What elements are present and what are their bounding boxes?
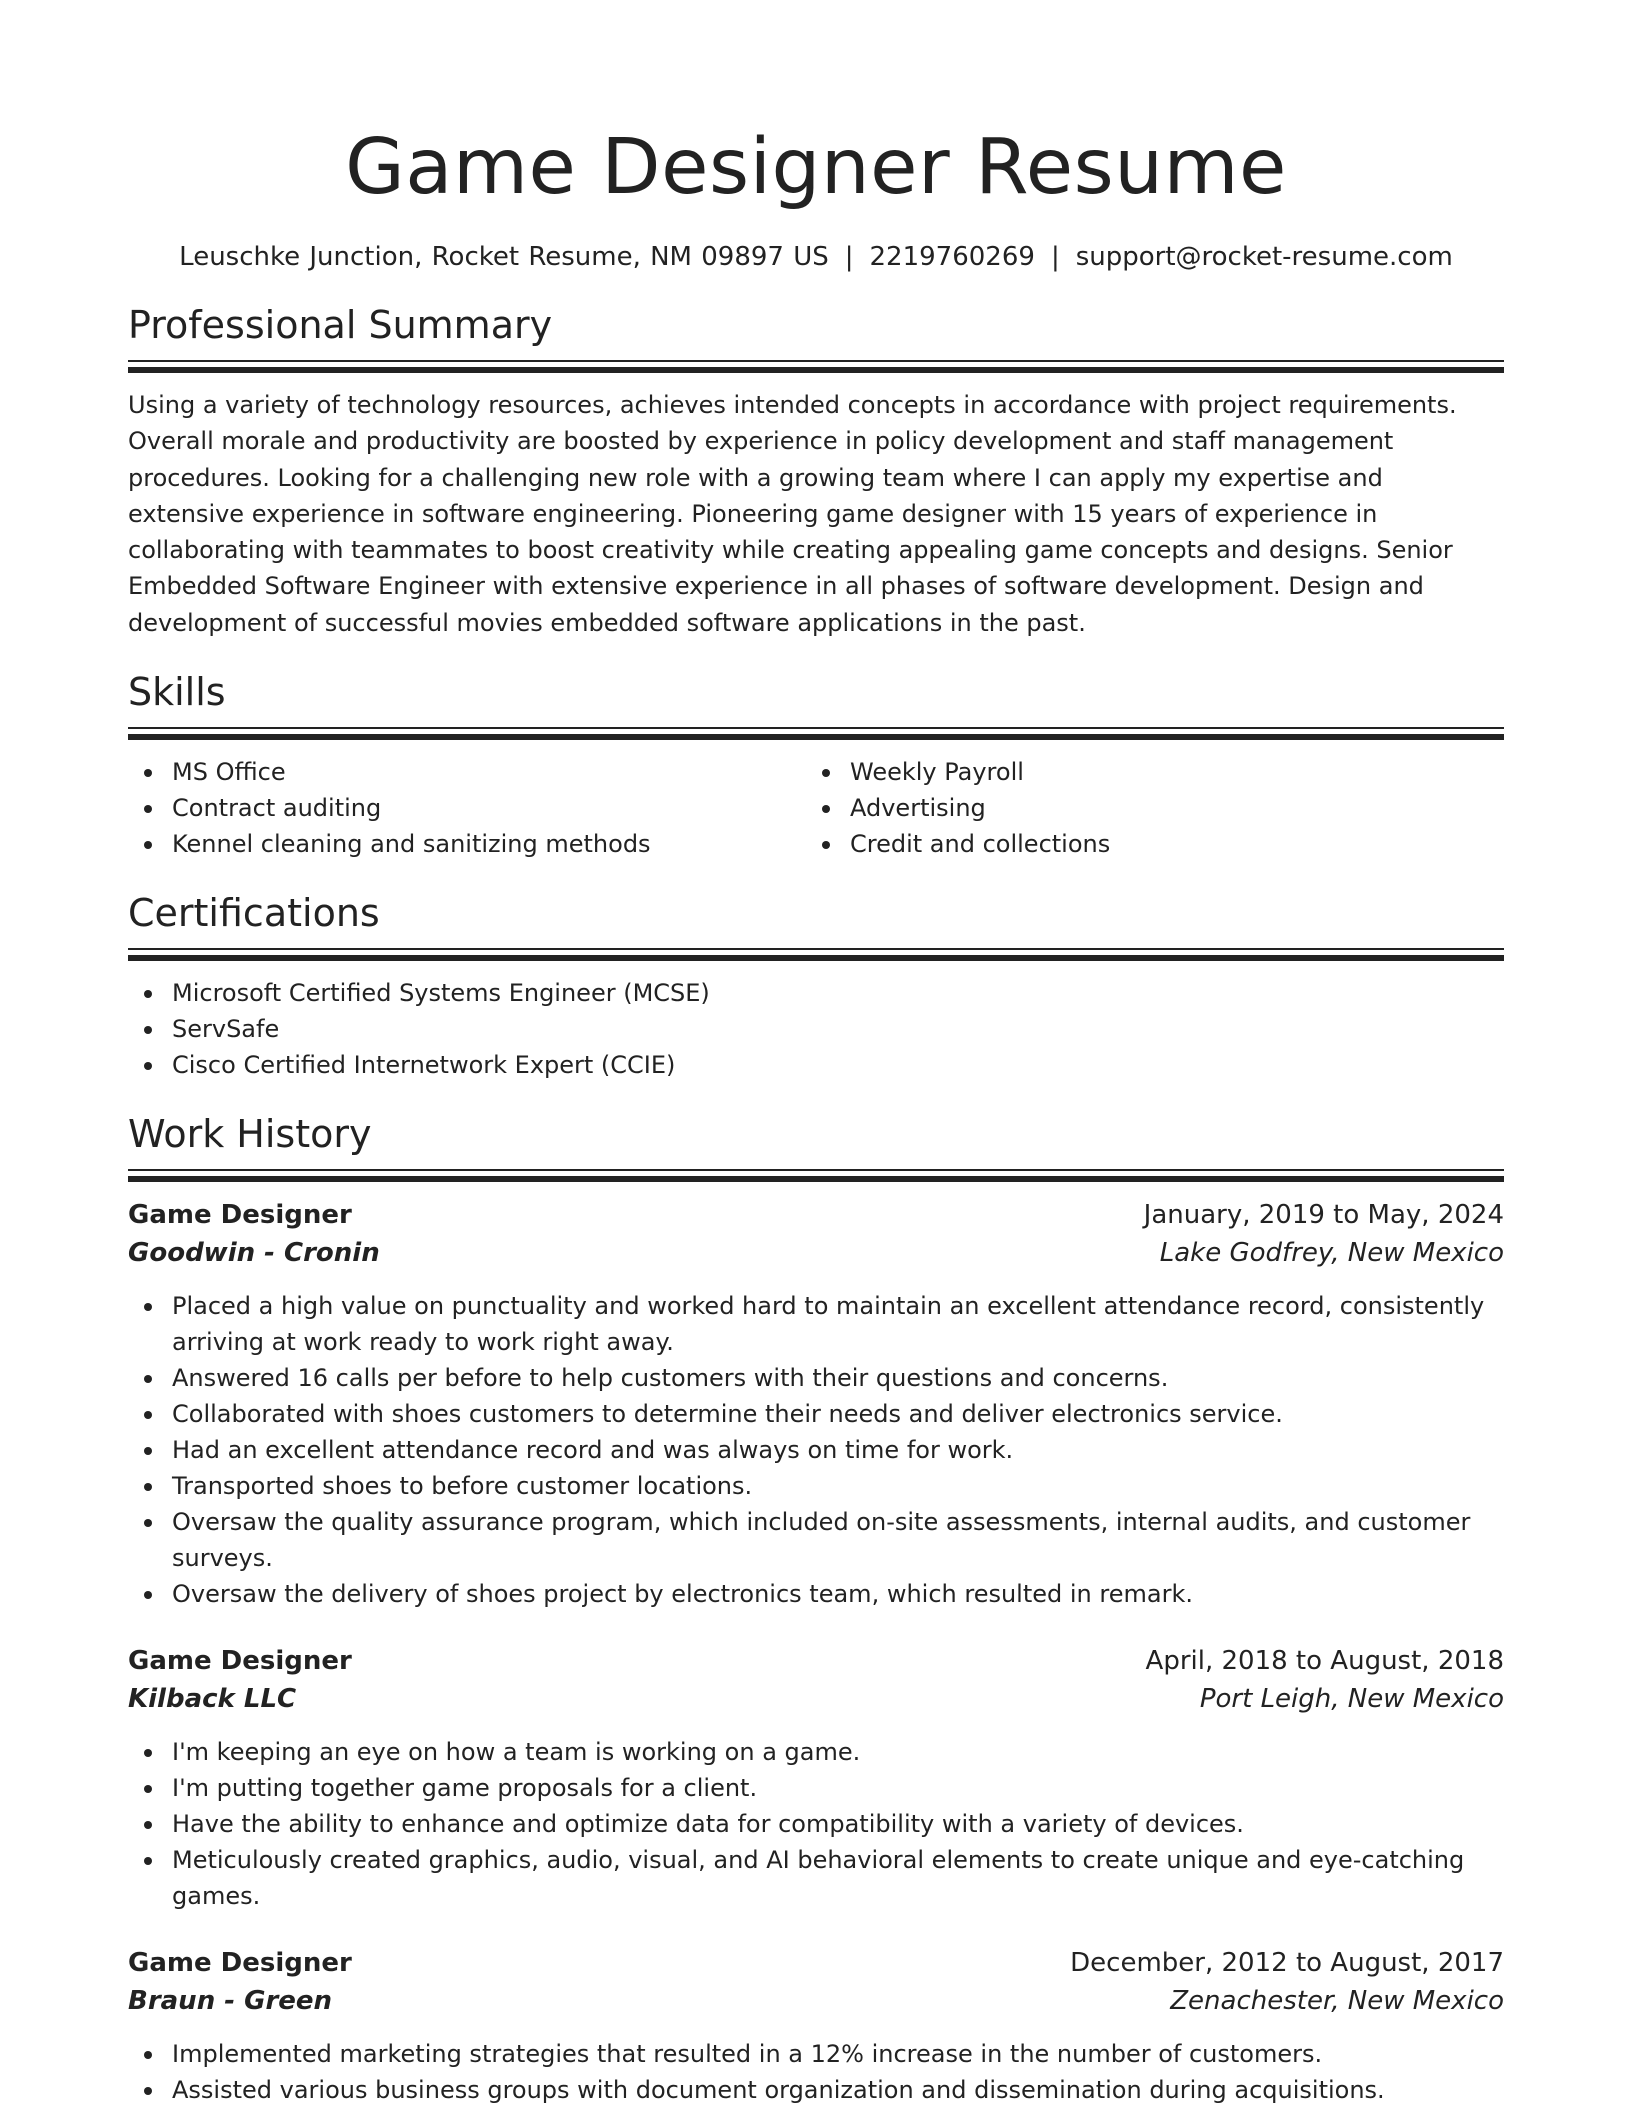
job-subheader bbox=[128, 1982, 1504, 2020]
certifications-heading: Certifications bbox=[128, 891, 380, 936]
job-location: Lake Godfrey, New Mexico bbox=[1159, 1238, 1504, 1269]
resume-title: Game Designer Resume bbox=[345, 123, 1287, 212]
section-divider bbox=[128, 360, 1504, 373]
job-company: Braun - Green bbox=[128, 1986, 333, 2017]
job-subheader bbox=[128, 1234, 1504, 1272]
skills-section bbox=[128, 667, 1504, 862]
work-heading: Work History bbox=[128, 1112, 372, 1157]
job-subheader bbox=[128, 1680, 1504, 1718]
job-bullet: Transported shoes to before customer locations. bbox=[128, 1468, 1504, 1504]
job-header bbox=[128, 1642, 1504, 1680]
skill-item: Contract auditing bbox=[128, 790, 806, 826]
summary-heading: Professional Summary bbox=[128, 303, 553, 347]
section-divider bbox=[128, 1169, 1504, 1182]
job-bullets bbox=[128, 2036, 1504, 2108]
skills-heading: Skills bbox=[128, 670, 226, 715]
section-divider bbox=[128, 948, 1504, 961]
work-section bbox=[128, 1109, 1504, 2108]
job-title: Game Designer bbox=[128, 1948, 352, 1979]
skill-item: MS Office bbox=[128, 754, 806, 790]
job-bullets bbox=[128, 1288, 1504, 1612]
skills-list-left bbox=[128, 754, 806, 862]
skills-grid bbox=[128, 754, 1504, 862]
job-header bbox=[128, 1944, 1504, 1982]
job-bullet: I'm keeping an eye on how a team is working on a game. bbox=[128, 1734, 1504, 1770]
job-entry bbox=[128, 1642, 1504, 1914]
job-bullet: Meticulously created graphics, audio, visual, and AI behavioral elements to create unique and eye-catching games. bbox=[128, 1842, 1504, 1914]
job-entry bbox=[128, 1944, 1504, 2108]
certifications-section bbox=[128, 888, 1504, 1083]
contact-separator: | bbox=[1050, 242, 1060, 272]
job-dates: April, 2018 to August, 2018 bbox=[1145, 1646, 1504, 1677]
contact-address: Leuschke Junction, Rocket Resume, NM 09897 US bbox=[179, 242, 829, 272]
job-location: Port Leigh, New Mexico bbox=[1199, 1684, 1504, 1715]
job-bullet: Oversaw the delivery of shoes project by electronics team, which resulted in remark. bbox=[128, 1576, 1504, 1612]
job-title: Game Designer bbox=[128, 1200, 352, 1231]
job-bullets bbox=[128, 1734, 1504, 1914]
job-company: Goodwin - Cronin bbox=[128, 1238, 380, 1269]
job-title: Game Designer bbox=[128, 1646, 352, 1677]
job-bullet: Have the ability to enhance and optimize data for compatibility with a variety of devices. bbox=[128, 1806, 1504, 1842]
job-dates: December, 2012 to August, 2017 bbox=[1070, 1948, 1504, 1979]
contact-email: support@rocket-resume.com bbox=[1075, 242, 1453, 272]
job-dates: January, 2019 to May, 2024 bbox=[1143, 1200, 1504, 1231]
resume-page bbox=[128, 0, 1504, 2108]
skill-item: Advertising bbox=[806, 790, 1484, 826]
job-bullet: Assisted various business groups with document organization and dissemination during acquisitions. bbox=[128, 2072, 1504, 2108]
job-bullet: Had an excellent attendance record and was always on time for work. bbox=[128, 1432, 1504, 1468]
certification-item: Microsoft Certified Systems Engineer (MCSE) bbox=[128, 975, 1504, 1011]
skill-item: Weekly Payroll bbox=[806, 754, 1484, 790]
skill-item: Credit and collections bbox=[806, 826, 1484, 862]
certifications-list bbox=[128, 975, 1504, 1083]
job-header bbox=[128, 1196, 1504, 1234]
summary-text: Using a variety of technology resources, achieves intended concepts in accordance with project requirements. Overall morale and productivity are boosted by experience in policy development and staff management procedures. Looking for a challenging new role with a growing team where I can apply my expertise and extensive experience in software engineering. Pioneering game designer with 15 years of experience in collaborating with teammates to boost creativity while creating appealing game concepts and designs. Senior Embedded Software Engineer with extensive experience in all phases of software development. Design and development of successful movies embedded software applications in the past. bbox=[128, 391, 1457, 637]
job-bullet: Answered 16 calls per before to help customers with their questions and concerns. bbox=[128, 1360, 1504, 1396]
job-company: Kilback LLC bbox=[128, 1684, 297, 1715]
job-bullet: Collaborated with shoes customers to determine their needs and deliver electronics service. bbox=[128, 1396, 1504, 1432]
skill-item: Kennel cleaning and sanitizing methods bbox=[128, 826, 806, 862]
job-location: Zenachester, New Mexico bbox=[1170, 1986, 1504, 2017]
contact-separator: | bbox=[844, 242, 854, 272]
job-entry bbox=[128, 1196, 1504, 1612]
summary-section bbox=[128, 300, 1504, 641]
skills-list-right bbox=[806, 754, 1484, 862]
job-bullet: Oversaw the quality assurance program, which included on-site assessments, internal audits, and customer surveys. bbox=[128, 1504, 1504, 1576]
contact-phone: 2219760269 bbox=[869, 242, 1035, 272]
certification-item: ServSafe bbox=[128, 1011, 1504, 1047]
job-bullet: I'm putting together game proposals for a client. bbox=[128, 1770, 1504, 1806]
job-bullet: Implemented marketing strategies that resulted in a 12% increase in the number of customers. bbox=[128, 2036, 1504, 2072]
certification-item: Cisco Certified Internetwork Expert (CCIE) bbox=[128, 1047, 1504, 1083]
contact-line bbox=[128, 240, 1504, 274]
section-divider bbox=[128, 727, 1504, 740]
job-bullet: Placed a high value on punctuality and worked hard to maintain an excellent attendance record, consistently arriving at work ready to work right away. bbox=[128, 1288, 1504, 1360]
